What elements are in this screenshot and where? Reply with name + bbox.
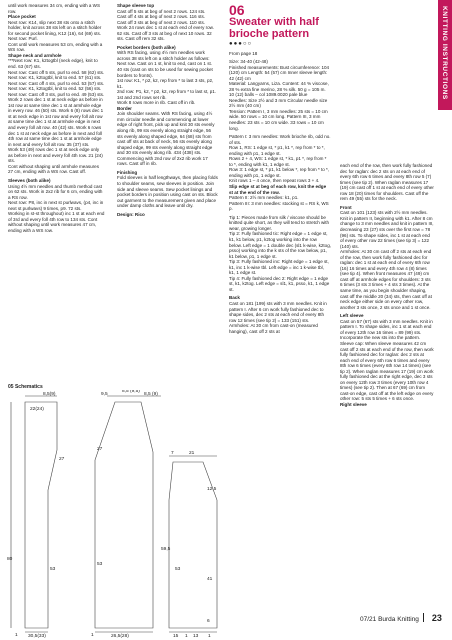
side-tab [438, 0, 452, 110]
paragraph: 2nd row: P1, k2, * p2, k2, rep from * to last st, p1. 1st and 2nd rows set rib. [117, 89, 217, 100]
paragraph: Size: 34-40 (42-48) [229, 59, 268, 64]
paragraph: Work 53 (49) rows dec 1 st at neck edge only as before in next and every foll 4th row. 21 (24) sts. [8, 147, 103, 164]
column-1 [8, 3, 105, 233]
paragraph: Tip 1: Pieces made from silk / viscose should be knitted quite short, as they will tend to stretch with wear, growing longer. [229, 214, 330, 231]
paragraph: Next row: Cast off 4 sts, purl to end. 53 (57) sts. [8, 80, 105, 86]
paragraph: Next row: P8, inc in next st purlwavs, (p4, inc in next st purlwavs) 9 times, p9. 72 sts. [8, 200, 104, 211]
sleeve-length: 53 [97, 562, 103, 567]
from-page: From page 18 [229, 51, 258, 56]
side-tab-label: KNITTING INSTRUCTIONS [441, 6, 448, 100]
paragraph: Next row: Cast off 5 sts, purl to end. 58 (62) sts. [8, 69, 105, 75]
section-heading: Finishing [117, 169, 138, 175]
sleeve-cap-height: 27 [97, 447, 103, 452]
front-armhole-depth: 27 [59, 457, 65, 462]
paragraph: Cast on 181 (199) sts with 3 mm needles. Knit in pattern I. After 6 cm work fully fashioned dec to shape sides, dec 2 sts at each end of every 8th row 12 times (see tip 2) = 133 (151) sts. [229, 300, 327, 323]
paragraph: Row 3: 1 edge st, * p1, k1 below *, rep from * to *, ending with p1, 1 edge st. [229, 167, 330, 178]
paragraph: each end of the row, then work fully fashioned dec for raglan: dec 2 sts on at each end of every 6th row 6 times and every 8th row 5 (7) times (see tip 2). When raglan measures 17 (19) cm cast off 1 st at each end of every other row 18 (20) times for shoulders. Cast off the rem 49 (55) sts for the neck. [340, 163, 434, 202]
paragraph: Sleeve cap: When sleeve measures 42 cm cast off 2 sts at each end of the row, then work fully fashioned dec for raglan: dec 2 sts at each end of every 6th row 6 times and every 8th row 6 times (every 6th row 14 times) (see tip 2). When raglan measures 17 (19) cm work fully fashioned dec at the right edge, dec 3 sts on every 12th row 3 times (every 10th row 4 times) (see tip 2). Then at 67 (69) cm from cast-on edge, cast off at the left edge on every other row: 5 sts 5 times + 6 sts once. [340, 340, 434, 402]
design-credit: Design: Rico [117, 211, 145, 217]
paragraph: Cont without shaping until armhole measures 27 cm, ending with a WS row. Cast off. [8, 163, 99, 175]
paragraph: Armholes: At 30 cm cast off 2 sts at each end of the row, then work fully fashioned dec for raglan: dec 1 st at each end of every 6th row (16) 16 times and every 4th row 4 (8) times (see tip 4). When front measures 47 (49) cm cast off at armhole edges for shoulders: 3 sts 6 times (3 sts 3 times + 4 sts 3 times). At the same time, as you begin shoulder shaping, cast off the middle 20 (34) sts, then cast off at neck edge either side on every other row, another 3 sts once, 2 sts once and 1 st once. [340, 249, 432, 310]
sleeve-schematic-outline [95, 402, 153, 628]
paragraph: Fold sleeves in half lengthways, then placing folds to shoulder seams, sew sleeves in position. Join side and sleeve seams. Sew pocket linings and pocket borders in position using cast on sts. Block out garment to the measurement given and place under damp cloths and leave until dry. [117, 175, 218, 209]
paragraph: Pattern I: 3 mm needles: Work brioche rib, odd no. of sts. [229, 134, 331, 145]
section-heading: Back [229, 295, 240, 301]
paragraph: Next row: K1, k2togtbl, knit to end. 52 (56) sts. [8, 86, 102, 92]
back-armhole-depth: 12,5 [207, 487, 217, 492]
column-3 [229, 3, 331, 334]
back-hem-depth: 6 [207, 619, 210, 624]
front-side-length: 53 [50, 567, 56, 572]
page-footer [360, 613, 442, 623]
column-4 [340, 163, 434, 408]
paragraph: Needles: Size 2½ and 3 mm Circular needle size 2½ mm (40 cm) [229, 97, 328, 109]
back-neck-width: 21 [189, 451, 195, 456]
section-heading: Shape neck and armhole [8, 52, 62, 58]
section-heading: Front [340, 204, 352, 210]
paragraph: Cast off 4 sts at beg of next 2 rows. 116 sts. [117, 14, 206, 20]
paragraph: Commencing with 2nd row of 2x2 rib work 17 rows. Cast off in rib. [117, 155, 208, 167]
paragraph: With RS facing, using 4½ mm needles work across 38 sts left on a stitch holder as follows: [117, 50, 210, 61]
paragraph: 1st row: K1, * p2, k2, rep from * to last 3 sts, p2, k1. [117, 78, 214, 89]
paragraph: Using 4½ mm needles and thumb method cast on 62 sts. Work in 2x2 rib for 6 cm, ending with a RS row. [8, 183, 103, 200]
sleeve-marker: 1 [91, 633, 94, 638]
paragraph: Rows 2 + 4, WS: 1 edge st, * k1, p1 *, rep from * to *, ending with k1, 1 edge st. [229, 156, 327, 167]
schematics-diagram [3, 390, 223, 638]
difficulty-rating: ●●●○○ [229, 41, 253, 47]
paragraph: Work 8 rows more in rib. Cast off in rib. [117, 100, 196, 106]
paragraph-bold: Slip edge st at beg of each row, knit the edge st at the end of the row. [229, 184, 327, 195]
front-top-width: 22(24) [30, 407, 44, 412]
front-bottom-width: 30,5(33) [28, 634, 46, 638]
paragraph: Cast on 101 (123) sts with 2½ mm needles. Knit in pattern II, beginning with k1. After 8 cm change to 3 mm needles and knit in pattern III, decreasing 23 (27) sts over the first row = 78 (96) sts. To shape sides, inc 1 st at each end of every other row 22 times (see tip 3) = 122 (140) sts. [340, 210, 434, 249]
page-number: 23 [431, 613, 442, 623]
footer-divider [423, 613, 424, 622]
section-heading: Shape sleeve top [117, 3, 155, 8]
back-side-length: 53 [175, 567, 181, 572]
paragraph: until work measures 34 cm, ending with a WS row. [8, 3, 100, 14]
section-heading: Right sleeve [340, 401, 367, 407]
section-heading: Left sleeve [340, 313, 364, 319]
pattern-title-line-1: Sweater with half [229, 16, 319, 28]
paragraph: Material: Langyarns, Liza. Content: 44 % viscose, 28 % extra fine merino, 28 % silk. 50 g = 105 m. 10 (12) balls – col 1089.0020 pale blue [229, 81, 329, 98]
sleeve-bottom-width: 26,5(28) [111, 634, 129, 638]
front-schematic-outline [25, 402, 57, 628]
paragraph: Tip 4: Fully fashioned dec 2: Right edge = 1 edge st, k1, k2tog. Left edge = sl1, k1, psso, k1, 1 edge st. [229, 275, 330, 292]
paragraph: Next row: Purl. [8, 36, 38, 42]
sleeve-top-middle: 8,5 (9,5) [122, 390, 140, 394]
sleeve-top-right: 8,5 (9) [144, 392, 158, 397]
paragraph: Next row: Cast off 3 sts, purl to end. 49 (53) sts. [8, 91, 105, 97]
back-bottom-2: 1 [185, 634, 188, 638]
back-total-length: 59,5 [161, 547, 171, 552]
paragraph: Join shoulder seams. With RS facing, using 4½ mm circular needle and commencing at lower edge of right front, pick up and knit 30 sts evenly along rib, 99 sts evenly along straight edge, 56 sts evenly along shaped edge, 64 (68) sts from cast off sts at back of neck, 56 sts evenly along shaped edge, 99 sts evenly along straight edge and 30 sts evenly along rib. 434 (438) sts. [117, 111, 215, 156]
paragraph: Cast off 3 sts at beg of next 2 rows. 110 sts. [117, 19, 206, 25]
front-shoulder-width: 8,5(9) [43, 392, 56, 397]
front-marker: 1 [15, 633, 18, 638]
paragraph: Armholes: At 30 cm from cast-on (measured hanging), cast off 2 sts at [229, 323, 318, 334]
pattern-number: 06 [229, 2, 245, 18]
paragraph: Work 2 rows dec 1 st at neck edge as before in 1st row at same time dec 1 st at armhole edge in every row. 46 (50) sts. Work 6 (8) rows dec 1 st at neck edge in 1st row and every foll alt row at same time dec 1 st at armhole edge in next and every foll alt row. 40 (42) sts. Work 6 rows dec 1 st at neck edge as before in next and foll 4th row at same time dec 1 st at armhole edge in next and every foll alt row. 35 (37) sts. [8, 97, 104, 147]
paragraph: Next row: K1, k2togtbl, knit to end. 57 (61) sts. [8, 75, 102, 81]
section-heading: Place pocket [8, 14, 36, 20]
paragraph: Tip 3: Fully fashioned inc: Right edge = 1 edge st, k1, inc 1 k-wise tbl. Left edge = inc 1 k-wise tbl, k1, 1 edge st. [229, 259, 329, 276]
paragraph: Finished measurements: Bust circumference: 104 (120) cm Length: 54 (57) cm Inner sleeve length: 42 (42) cm [229, 64, 330, 81]
paragraph: Cont until work measures 53 cm, ending with a WS row. [8, 41, 103, 53]
pattern-title-line-2: brioche pattern [229, 27, 310, 40]
sleeve-top-left: 9,5 [101, 392, 108, 397]
paragraph: Row 1, RS: 1 edge st, * p1, k1 *, rep from * to *, ending with p1, 1 edge st. [229, 145, 325, 156]
paragraph: Working in st-st throughout) inc 1 st at each end of 3rd and every foll 4th row to 134 sts. Cont without shaping until work measures 47 cm, ending with a WS row. [8, 211, 105, 233]
paragraph: Cast off 5 sts at beg of next 2 rows. 124 sts. [117, 8, 206, 14]
back-bottom-3: 13 [193, 634, 199, 638]
paragraph: Knit rows 1 – 4 once, then repeat rows 3 + 4. [229, 178, 320, 184]
paragraph: Next row. Cast on 1 st, knit to end, cast on 1 st. 40 sts (cast on sts to be used for sewing pocket borders to fronts). [117, 61, 213, 78]
paragraph: Tip 2: Fully fashioned tic: Right edge = 1 edge st, k1, k1 below, p1, k2tog working into the row below. Left edge = 1 double dec (sl1 k-wise, k2tog, psso) working into the k sts of the row below, p1, k1 below, p1, 1 edge st. [229, 231, 331, 259]
column-2 [117, 3, 218, 217]
paragraph: Tension: Pattern I, 3 mm needles: 25 sts = 10 cm wide. 50 rows = 10 cm long. Pattern III, 3 mm needles: 23 sts = 10 cm wide. 33 rows = 10 cm long. [229, 108, 328, 131]
paragraph: ***Next row: K1, k2togtbl (neck edge), knit to end. 63 (67) sts. [8, 58, 98, 70]
section-heading: Pocket borders (both alike) [117, 44, 176, 50]
paragraph: Next row: K14, slip next 38 sts onto a stitch holder, knit across 38 sts left on a stitch holder for second pocket lining, K12 (16), 64 (69) sts. [8, 19, 102, 36]
paragraph: Pattern II: 2½ mm needles: k1, p1. [229, 195, 299, 201]
back-bottom-4: 1 [208, 634, 211, 638]
back-body-length: 41 [207, 577, 213, 582]
back-bottom-1: 15 [173, 634, 179, 638]
back-shoulder-width: 7 [171, 451, 174, 456]
section-heading: Sleeves (both alike) [8, 177, 51, 183]
paragraph: Pattern III: 3 mm needles: stocking st = RS k, WS p. [229, 200, 329, 212]
schematics-label: 05 Schematics [8, 384, 43, 390]
paragraph: Cast on 57 (67) sts with 3 mm needles. Knit in pattern I. To shape sides, inc 1 st at each end of every 12th row 16 times = 89 (99) sts. Incorporate the new sts into the pattern. [340, 318, 433, 341]
section-heading: Border [117, 105, 132, 111]
issue-label: 07/21 Burda Knitting [360, 616, 419, 623]
paragraph: Work 24 rows dec 1 st at each end of every row. 62 sts. Cast off 3 sts at beg of next 10 rows. 32 sts. Cast off rem 32 sts. [117, 25, 214, 42]
front-total-length: 80 [7, 557, 13, 562]
